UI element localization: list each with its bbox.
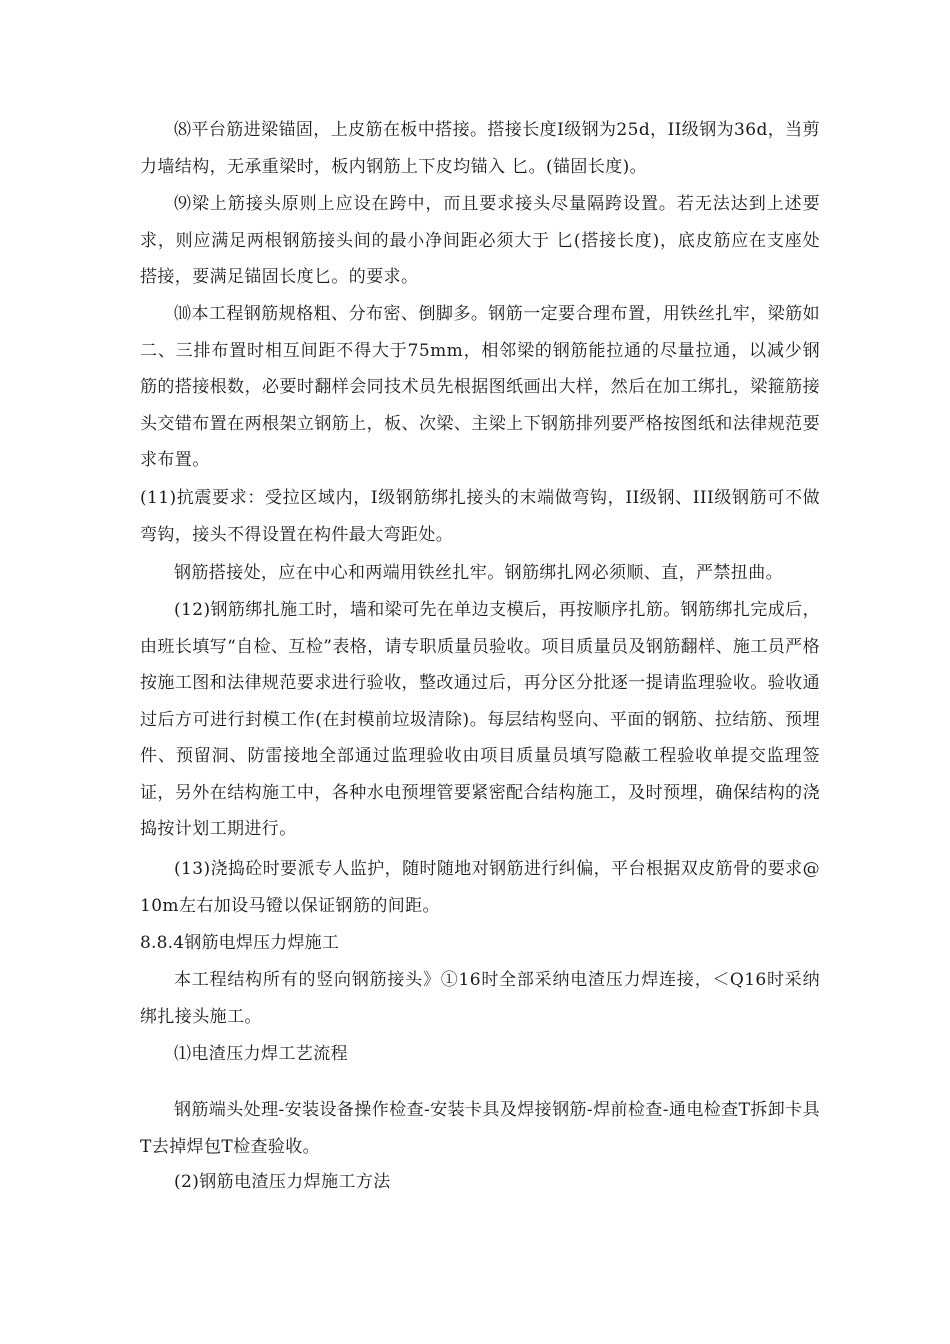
paragraph-13: (13)浇捣砼时要派专人监护，随时随地对钢筋进行纠偏，平台根据双皮筋骨的要求@10m左右加设马镫以保证钢筋的间距。 [140,859,820,916]
section-heading-8-8-4: 8.8.4钢筋电焊压力焊施工 [140,933,340,953]
paragraph-9: ⑼梁上筋接头原则上应设在跨中，而且要求接头尽量隔跨设置。若无法达到上述要求，则应满足两根钢筋接头间的最小净间距必须大于 匕(搭接长度)，底皮筋应在支座处搭接，要满足锚固长度匕。的要求。 [140,194,820,287]
paragraph-lap-joint: 钢筋搭接处，应在中心和两端用铁丝扎牢。钢筋绑扎网必须顺、直，严禁扭曲。 [174,563,783,583]
paragraph-11: (11)抗震要求：受拉区域内，I级钢筋绑扎接头的末端做弯钩，II级钢、III级钢筋可不做弯钩，接头不得设置在构件最大弯距处。 [140,488,820,545]
paragraph-process-steps: 钢筋端头处理-安装设备操作检查-安装卡具及焊接钢筋-焊前检查-通电检查T拆卸卡具T去掉焊包T检查验收。 [140,1100,820,1157]
subheading-construction-method: (2)钢筋电渣压力焊施工方法 [174,1172,391,1192]
paragraph-10: ⑽本工程钢筋规格粗、分布密、倒脚多。钢筋一定要合理布置，用铁丝扎牢，梁筋如二、三排布置时相互间距不得大于75mm，相邻梁的钢筋能拉通的尽量拉通，以减少钢筋的搭接根数，必要时翻样会同技术员先根据图纸画出大样，然后在加工绑扎，梁箍筋接头交错布置在两根架立钢筋上，板、次梁、主梁上下钢筋排列要严格按图纸和法律规范要求布置。 [140,304,820,470]
paragraph-vertical-joints: 本工程结构所有的竖向钢筋接头》①16时全部采纳电渣压力焊连接，＜Q16时采纳绑扎接头施工。 [140,970,820,1027]
paragraph-8: ⑻平台筋进梁锚固，上皮筋在板中搭接。搭接长度Ⅰ级钢为25d，II级钢为36d，当剪力墙结构，无承重梁时，板内钢筋上下皮均锚入 匕。(锚固长度)。 [140,120,820,177]
paragraph-12: (12)钢筋绑扎施工时，墙和梁可先在单边支模后，再按顺序扎筋。钢筋绑扎完成后，由班长填写“自检、互检”表格，请专职质量员验收。项目质量员及钢筋翻样、施工员严格按施工图和法律规范要求进行验收，整改通过后，再分区分批逐一提请监理验收。验收通过后方可进行封模工作(在封模前垃圾清除)。每层结构竖向、平面的钢筋、拉结筋、预埋件、预留洞、防雷接地全部通过监理验收由项目质量员填写隐蔽工程验收单提交监理签证，另外在结构施工中，各种水电预埋管要紧密配合结构施工，及时预埋，确保结构的浇捣按计划工期进行。 [140,600,820,839]
subheading-process-flow: ⑴电渣压力焊工艺流程 [174,1044,348,1064]
